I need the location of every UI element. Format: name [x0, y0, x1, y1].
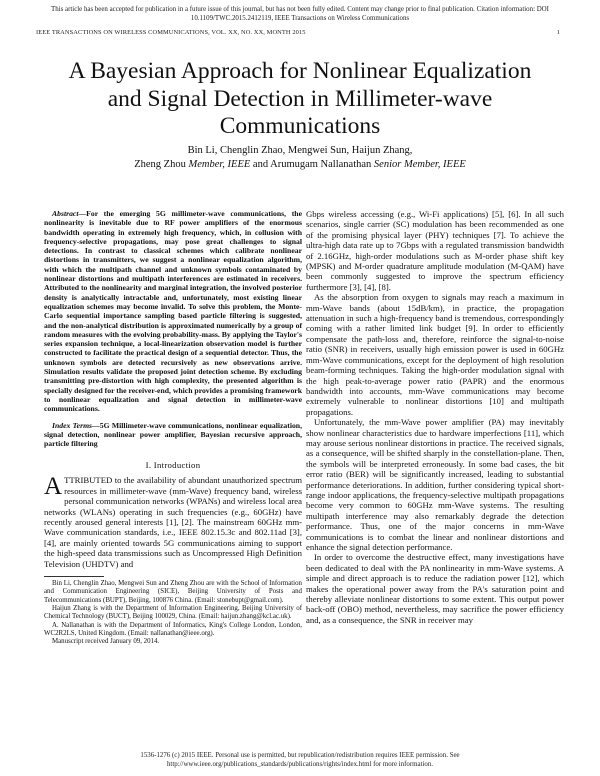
section-heading-introduction: I. Introduction: [145, 460, 201, 471]
publication-notice-line2: 10.1109/TWC.2015.2412119, IEEE Transactions on Wireless Communications: [190, 14, 410, 22]
title-line-3: Communications: [219, 113, 381, 139]
footnote-affiliation-buct: Haijun Zhang is with the Department of Information Engineering, Beijing University of Chemical Technology (BUCT), Beijing 100029, China. (Email: haijun.zhang@kcl.ac.uk).: [44, 604, 302, 621]
author-role-member: Member, IEEE: [188, 159, 251, 170]
title-line-1: A Bayesian Approach for Nonlinear Equalization: [68, 58, 532, 84]
body-paragraph-absorption: As the absorption from oxygen to signals may reach a maximum in mm-Wave bands (about 15dB/km), in practice, the propagation attenuation in such a high-frequency band is tremendous, correspondingly coming with a rather limited link budget [9]. In order to efficiently compensate the path-loss and, therefore, reinforce the signal-to-noise ratio (SNR) in receivers, usually high emission power is used in 60GHz mm-Wave communications, except for the deployment of high resolution beam-forming techniques. Taking the high-order modulation signal with the high peak-to-average power ratio (PAPR) and the enormous bandwidth into accounts, mm-Wave communications may become extremely vulnerable to nonlinear distortions [10] and multipath propagations.: [306, 292, 564, 417]
title-line-2: and Signal Detection in Millimeter-wave: [107, 85, 493, 112]
introduction-paragraph-1-text: TTRIBUTED to the availability of abundant unauthorized spectrum resources in millimeter-wave (mm-Wave) frequency band, wireless personal communication networks (WPANs) and wireless local area networks (WLANs) operating in such frequencies (e.g., 60GHz) have recently aroused general interests [1], [2]. The mainstream 60GHz mm-Wave communication standards, i.e., IEEE 802.15.3c and 802.11ad [3], [4], are mainly oriented towards 5G communications aiming to support the high-speed data transmissions such as Uncompressed High Definition Television (UHDTV) and: [44, 475, 302, 569]
index-terms-label: Index Terms: [52, 420, 93, 430]
abstract: [44, 209, 302, 414]
dropcap-letter: A: [44, 473, 63, 501]
left-column: [44, 209, 302, 646]
author-line-1: Bin Li, Chenglin Zhao, Mengwei Sun, Haijun Zhang,: [187, 145, 413, 156]
footnote-affiliation-kcl: A. Nallanathan is with the Department of Informatics, King's College London, London, WC2R2LS, United Kingdom. (Email: nallanathan@ieee.org).: [44, 621, 302, 637]
running-header: [36, 29, 564, 36]
introduction-paragraph-1: [44, 475, 302, 569]
author-name-zheng-zhou: Zheng Zhou: [134, 159, 186, 170]
body-paragraph-gbps: Gbps wireless accessing (e.g., Wi-Fi applications) [5], [6]. In all such scenarios, single carrier (SC) modulation has been recommended as one of the promising physical layer (PHY) techniques [7]. To achieve the ultra-high data rate up to 7Gbps with a regulated transmission bandwidth of 2.16GHz, high-order modulations such as M-order phase shift key (MPSK) and M-order quadrature amplitude modulation (M-QAM) have been commonly suggested to improve the spectrum efficiency furthermore [3], [4], [8].: [306, 209, 564, 292]
footnote-affiliation-bupt: Bin Li, Chenglin Zhao, Mengwei Sun and Zheng Zhou are with the School of Information and Communication Engineering (SICE), Beijing University of Posts and Telecommunications (BUPT), Beijing, 100876 China. (Email: stonebupt@gmail.com).: [44, 580, 302, 604]
body-paragraph-power-amplifier: Unfortunately, the mm-Wave power amplifier (PA) may inevitably show nonlinear characteristics due to hardware imperfections [11], which may arouse serious nonlinear distortions in practice. The received signals, as a consequence, will be shifted sharply in the constellation-plane. Then, the symbols will be interpreted erroneously. In some bad cases, the bit error ratio (BER) will be significantly increased, leading to substantial performance deteriorations. In addition, further considering typical short-range indoor applications, the frequency-selective multipath propagations become very common to 60GHz mm-Wave systems. The resulting multipath interference may also remarkably degrade the detection performance. Thus, one of the major concerns in mm-Wave communications is to combat the linear and nonlinear distortions and enhance the signal detection performance.: [306, 417, 564, 552]
index-terms-text: —5G Millimeter-wave communications, nonlinear equalization, signal detection, nonlinear power amplifier, Bayesian recursive approach, particle filtering: [44, 420, 302, 449]
author-list: [40, 144, 560, 172]
abstract-text: —For the emerging 5G millimeter-wave communications, the nonlinearity is inevitable due to RF power amplifiers of the enormous bandwidth operating in extremely high frequency, which, in collusion with frequency-selective propagations, may pose great challenges to signal detections. In contrast to classical schemes which calibrate nonlinear distortions in transmitters, we suggest a nonlinear equalization algorithm, with which the multipath channel and unknown symbols contaminated by nonlinear distortions and multipath interferences are estimated in receivers. Attributed to the nonlinearity and marginal integration, the involved posterior density is analytically intractable and, unfortunately, most existing linear equalization schemes may become invalid. To solve this problem, the Monte-Carlo sequential importance sampling based particle filtering is suggested, and the non-analytical distribution is approximated numerically by a group of random measures with the evolving probability-mass. By applying the Taylor's series expansion technique, a local-linearization observation model is further constructed to facilitate the practical design of a sequential detector. Thus, the unknown symbols are detected recursively as new observations arrive. Simulation results validate the proposed joint detection scheme. By excluding transmitting pre-distortion with high complexity, the presented algorithm is specially designed for the receiver-end, which provides a promising framework to nonlinear equalization and signal detection in millimeter-wave communications.: [44, 209, 302, 414]
publication-notice-line1: This article has been accepted for publication in a future issue of this journal, but has not been fully edited. Content may change prior to final publication. Citation information: DOI: [51, 6, 549, 13]
paper-title: [40, 58, 560, 141]
author-name-nallanathan: and Arumugam Nallanathan: [252, 159, 372, 170]
copyright-notice: [36, 752, 564, 769]
right-column: [306, 209, 564, 625]
abstract-label: Abstract: [52, 209, 79, 218]
copyright-line-1: 1536-1276 (c) 2015 IEEE. Personal use is permitted, but republication/redistribution requires IEEE permission. See: [140, 752, 460, 759]
body-paragraph-overcome: In order to overcome the destructive effect, many investigations have been dedicated to deal with the PA nonlinearity in mm-Wave systems. A simple and direct approach is to reduce the radiation power [12], which makes the operational power away from the PA's saturation point and thereby alleviate nonlinear distortions to some extent. This output power back-off (OBO) method, nevertheless, may sacrifice the power efficiency and, as a consequence, the SNR in receiver may: [306, 552, 564, 625]
page-number: 1: [556, 29, 560, 36]
copyright-line-2: http://www.ieee.org/publications_standards/publications/rights/index.html for more information.: [166, 760, 433, 768]
footnote-manuscript-received: Manuscript received January 09, 2014.: [52, 638, 160, 646]
footnote-divider: [44, 576, 104, 577]
publication-notice: [36, 6, 564, 23]
author-role-senior-member: Senior Member, IEEE: [373, 159, 466, 170]
index-terms: [44, 421, 302, 449]
running-title: IEEE TRANSACTIONS ON WIRELESS COMMUNICATIONS, VOL. XX, NO. XX, MONTH 2015: [36, 29, 306, 36]
author-line-2: [40, 158, 560, 172]
